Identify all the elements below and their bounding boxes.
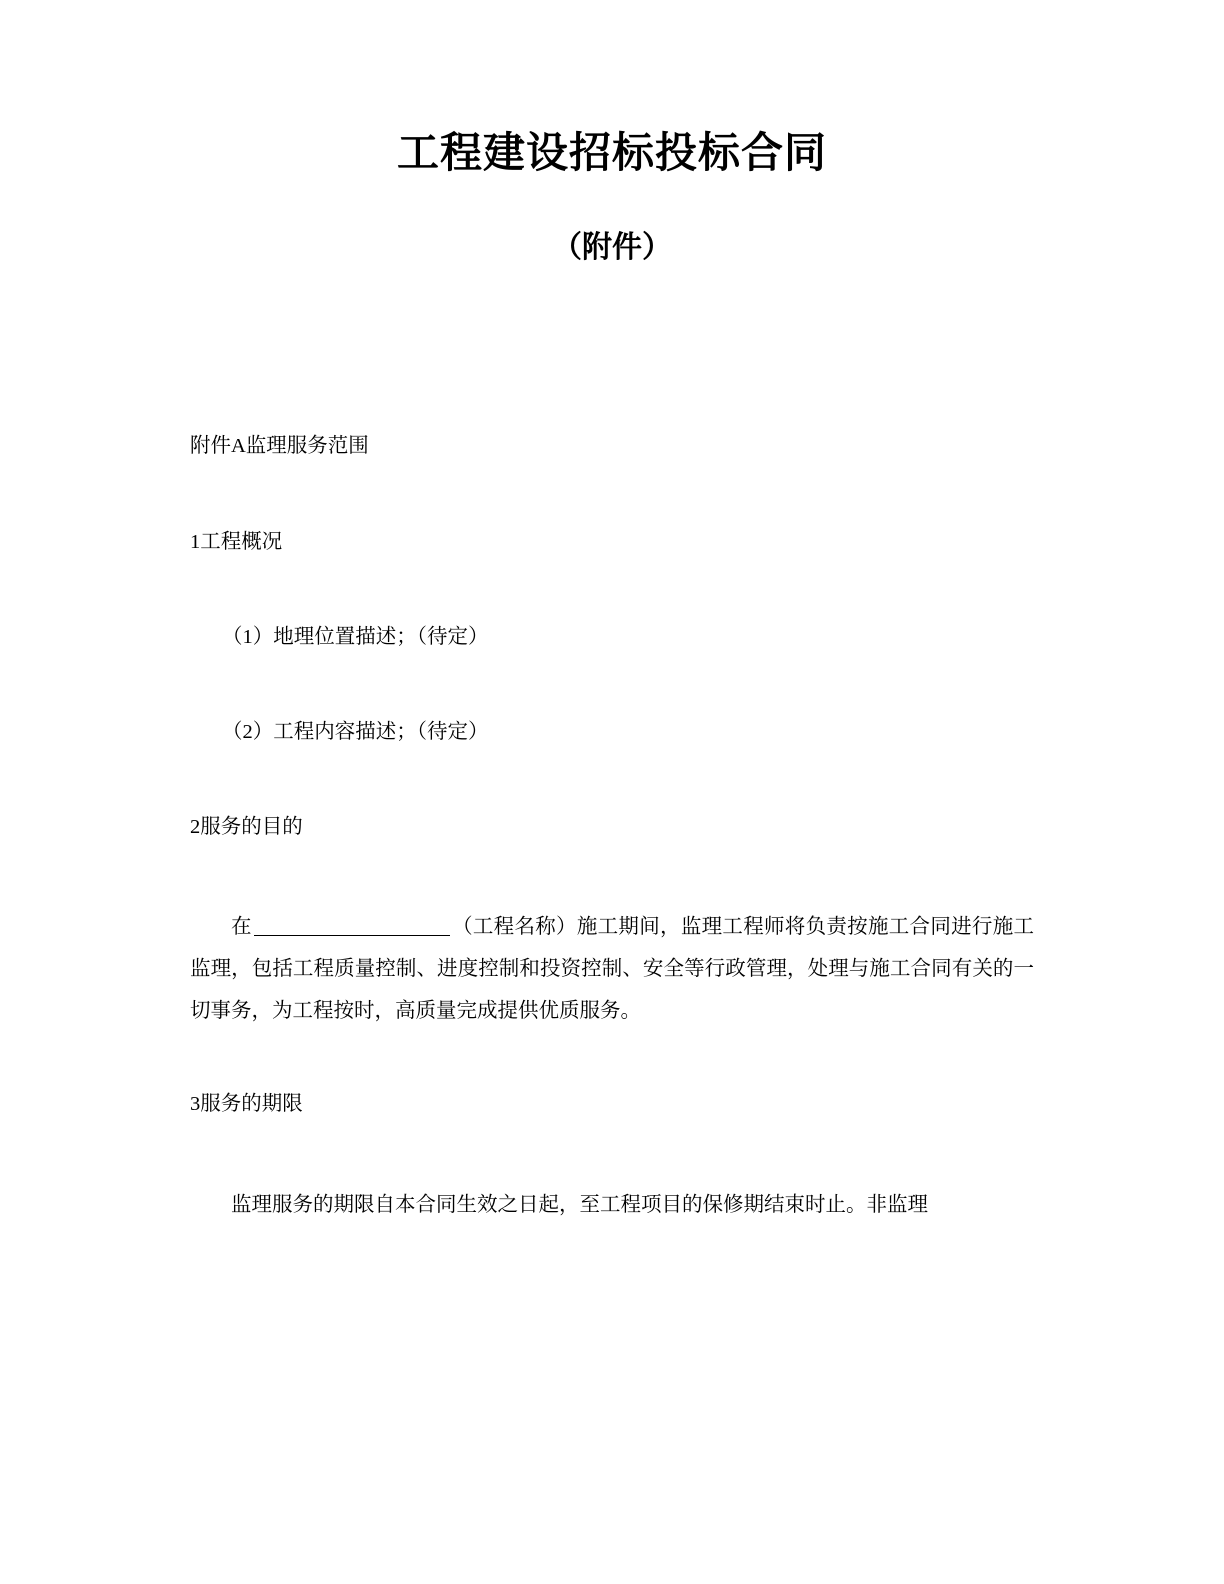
document-body	[190, 266, 1034, 1225]
page-title: 工程建设招标投标合同	[396, 128, 827, 177]
appendix-a-heading: 附件A监理服务范围	[190, 435, 369, 458]
page-subtitle: （附件）	[552, 231, 672, 265]
section-3-paragraph: 监理服务的期限自本合同生效之日起，至工程项目的保修期结束时止。非监理	[231, 1193, 928, 1216]
purpose-rest: （工程名称）施工期间，监理工程师将负责按施工合同进行施工监理，包括工程质量控制、进度控制和投资控制、安全等行政管理，处理与施工合同有关的一切事务，为工程按时，高质量完成提供优质服务。	[190, 916, 1035, 1023]
purpose-lead: 在	[231, 916, 252, 939]
section-1-heading: 1工程概况	[190, 530, 283, 553]
item-1-2: （2）工程内容描述；（待定）	[222, 721, 489, 743]
item-1-1: （1）地理位置描述；（待定）	[222, 625, 489, 648]
section-2-heading: 2服务的目的	[190, 816, 303, 839]
purpose-paragraph	[190, 906, 1034, 1032]
section-3-heading: 3服务的期限	[190, 1093, 303, 1116]
project-name-blank[interactable]	[254, 935, 450, 936]
